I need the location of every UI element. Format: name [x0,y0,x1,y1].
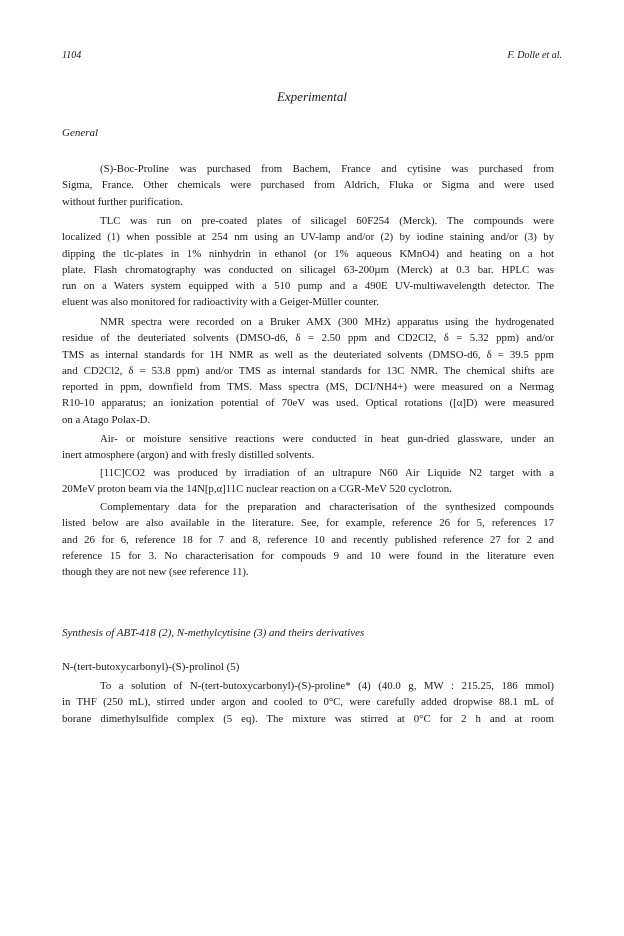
text-line: localized (1) when possible at 254 nm using an UV-lamp and/or (2) by iodine staining and/or (3) by [62,231,554,244]
paragraph-procedure [62,678,554,727]
text-line: run on a Waters system equipped with a 510 pump and a 490E UV-multiwavelength detector. The [62,280,554,293]
paragraph-inert-conditions [62,431,554,464]
text-line: 20MeV proton beam via the 14N[p,α]11C nuclear reaction on a CGR-MeV 520 cyclotron. [62,483,452,496]
text-line: TLC was run on pre-coated plates of silicagel 60F254 (Merck). The compounds were [100,215,554,227]
text-line: Complementary data for the preparation and characterisation of the synthesized compounds [100,501,554,513]
text-line: NMR spectra were recorded on a Bruker AMX (300 MHz) apparatus using the hydrogenated [100,316,554,328]
text-line: reference 15 for 3. No characterisation for compouds 9 and 10 were found in the literature even [62,549,554,562]
text-line: residue of the deuteriated solvents (DMSO-d6, δ = 2.50 ppm and CD2Cl2, δ = 5.32 ppm) and/or [62,332,554,345]
text-line: though they are not new (see reference 11). [62,566,249,579]
text-line: plate. Flash chromatography was conducted on silicagel 63-200µm (Merck) at 0.3 bar. HPLC was [62,263,554,276]
text-line: reported in ppm, downfield from TMS. Mass spectra (MS, DCI/NH4+) were measured on a Nermag [62,381,554,394]
text-line: TMS as internal standards for 1H NMR as well as the deuteriated solvents (DMSO-d6, δ = 39.5 ppm [62,348,554,361]
running-header [62,50,562,61]
page-number: 1104 [62,50,82,61]
compound-heading: N-(tert-butoxycarbonyl)-(S)-prolinol (5) [62,661,240,673]
text-line: Sigma, France. Other chemicals were purchased from Aldrich, Fluka or Sigma and were used [62,179,554,192]
text-line: without further purification. [62,195,183,208]
text-line: and CD2Cl2, δ = 53.8 ppm) and/or TMS as internal standards for 13C NMR. The chemical shifts are [62,364,554,377]
text-line: [11C]CO2 was produced by irradiation of an ultrapure N60 Air Liquide N2 target with a [100,467,554,479]
text-line: (S)-Boc-Proline was purchased from Bachem, France and cytisine was purchased from [100,163,554,175]
paragraph-carbon-11 [62,465,554,498]
text-line: To a solution of N-(tert-butoxycarbonyl)-(S)-proline* (4) (40.0 g, MW : 215.25, 186 mmol) [100,680,554,692]
synthesis-heading: Synthesis of ABT-418 (2), N-methylcytisine (3) and theirs derivatives [62,627,365,639]
paragraph-nmr [62,314,554,428]
text-line: borane dimethylsulfide complex (5 eq). The mixture was stirred at 0°C for 2 h and at room [62,712,554,725]
text-line: on a Atago Polax-D. [62,413,151,426]
running-author: F. Dolle et al. [507,50,562,61]
text-line: R10-10 apparatus; an ionization potential of 70eV was used. Optical rotations ([α]D) were measured [62,397,554,410]
text-line: in THF (250 mL), stirred under argon and cooled to 0°C, were carefully added dropwise 88.1 mL of [62,696,554,709]
general-heading: General [62,127,99,139]
text-line: Air- or moisture sensitive reactions were conducted in heat gun-dried glassware, under an [100,433,554,445]
text-line: listed below are also available in the literature. See, for example, reference 26 for 5, references 17 [62,517,554,530]
text-line: inert atmosphere (argon) and with fresly distilled solvents. [62,449,315,462]
paragraph-chromatography [62,213,554,311]
paragraph-suppliers [62,161,554,210]
text-line: and 26 for 6, reference 18 for 7 and 8, reference 10 and recently published reference 27 for 2 and [62,533,554,546]
text-line: eluent was also monitored for radioactivity with a Geiger-Müller counter. [62,296,379,309]
paragraph-complementary-data [62,499,554,580]
section-title: Experimental [276,89,348,104]
text-line: dipping the tlc-plates in 1% ninhydrin in ethanol (or 1% aqueous KMnO4) and heating on a hot [62,247,554,260]
